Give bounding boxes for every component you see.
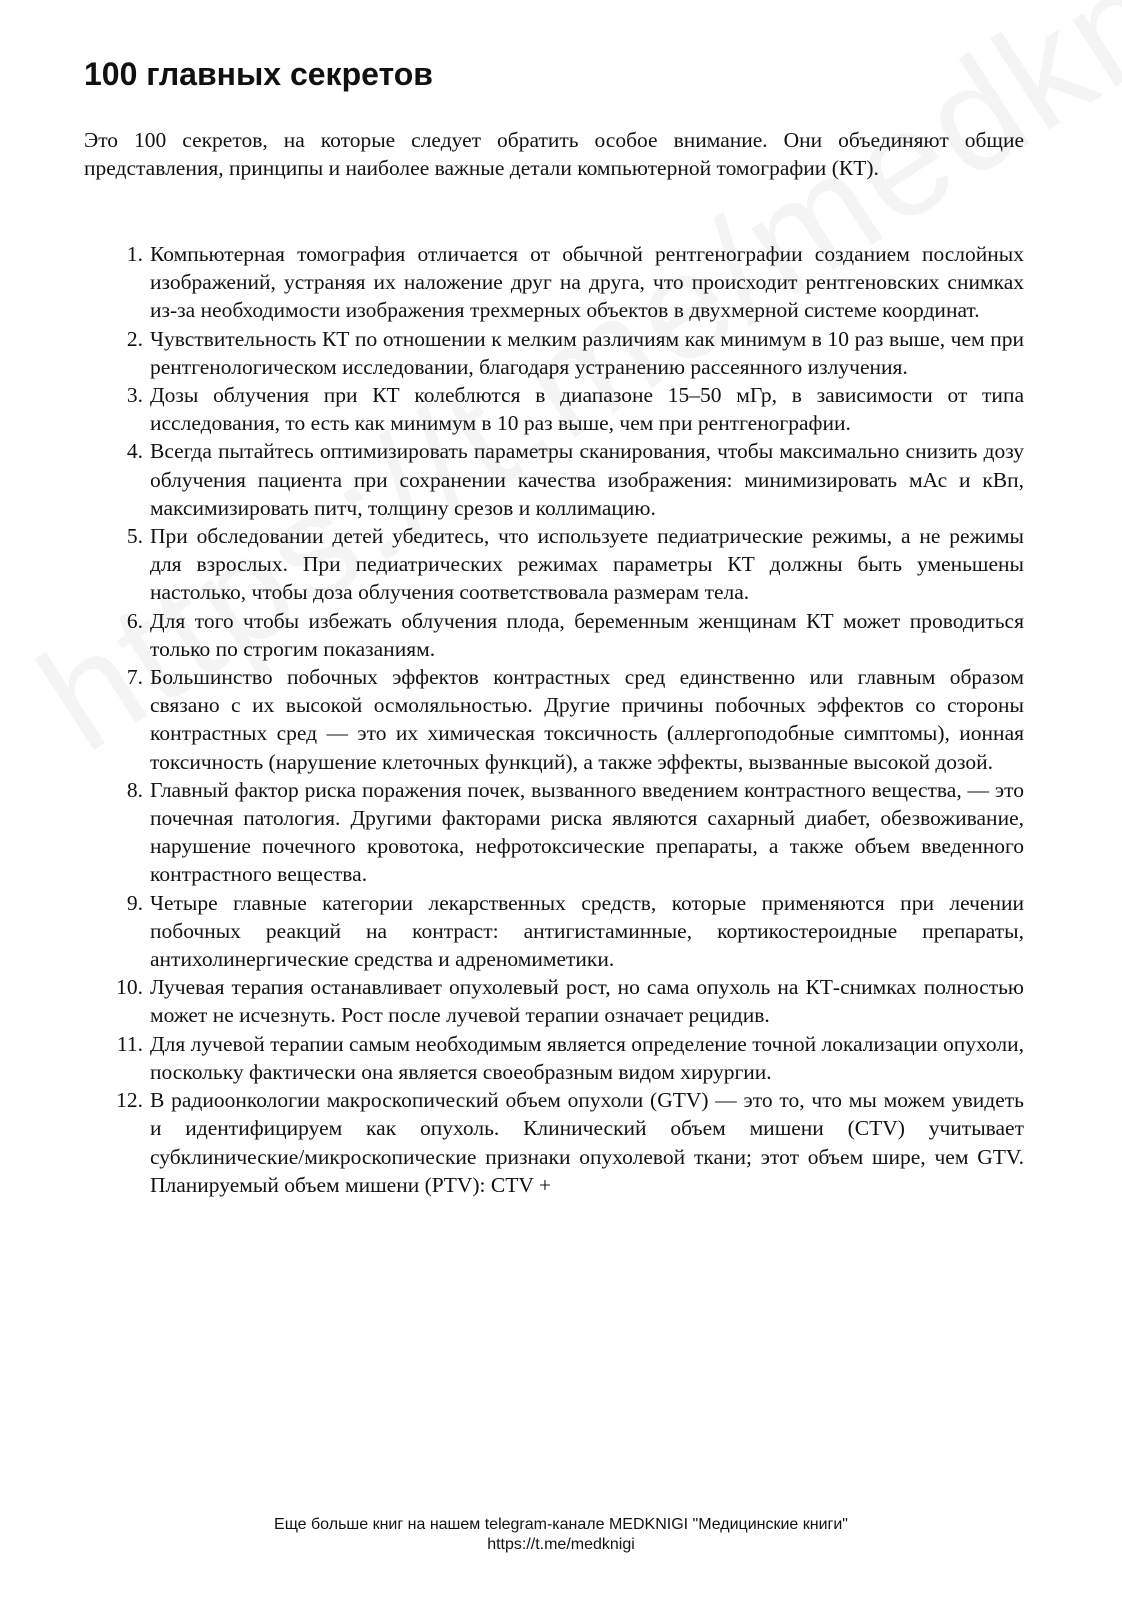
item-number: 2.	[126, 326, 143, 351]
footer-link[interactable]: https://t.me/medknigi	[487, 1536, 635, 1553]
item-text: Лучевая терапия останавливает опухолевый рост, но сама опухоль на КТ-снимках полностью может не исчезнуть. Рост после лучевой терапии означает рецидив.	[150, 975, 1024, 1028]
item-text: Компьютерная томография отличается от обычной рентгенографии созданием послойных изображений, устраняя их наложение друг на друга, что происходит рентгеновских снимках из-за необходимости изображения трехмерных объектов в двухмерной системе координат.	[150, 242, 1024, 323]
item-text: Четыре главные категории лекарственных средств, которые применяются при лечении побочных реакций на контраст: антигистаминные, кортикостероидные препараты, антихолинергические средства и адреномиметики.	[150, 890, 1024, 972]
item-text: Для того чтобы избежать облучения плода, беременным женщинам КТ может проводиться только по строгим показаниям.	[150, 608, 1024, 661]
list-item	[84, 325, 1024, 381]
item-number: 4.	[126, 439, 143, 464]
item-number: 1.	[126, 242, 143, 266]
item-text: Всегда пытайтесь оптимизировать параметры сканирования, чтобы максимально снизить дозу облучения пациента при сохранении качества изображения: минимизировать мАс и кВп, максимизировать питч, толщину срезов и коллимацию.	[150, 439, 1024, 520]
item-number: 10.	[116, 975, 143, 1000]
item-text: Большинство побочных эффектов контрастных сред единственно или главным образом связано с их высокой осмоляльностью. Другие причины побочных эффектов со стороны контрастных сред — это их химическая токсичность (аллергоподобные симптомы), ионная токсичность (нарушение клеточных функций), а также эффекты, вызванные высокой дозой.	[150, 665, 1024, 774]
intro-paragraph: Это 100 секретов, на которые следует обратить особое внимание. Они объединяют общие представления, принципы и наиболее важные детали компьютерной томографии (КТ).	[84, 128, 1024, 180]
item-text: Дозы облучения при КТ колеблются в диапазоне 15–50 мГр, в зависимости от типа исследования, то есть как минимум в 10 раз выше, чем при рентгенографии.	[150, 383, 1024, 436]
list-item	[84, 1030, 1024, 1086]
item-number: 7.	[126, 665, 143, 690]
item-number: 3.	[126, 383, 143, 408]
list-item	[84, 607, 1024, 663]
item-number: 5.	[126, 524, 143, 549]
list-item	[84, 1086, 1024, 1199]
item-text: Главный фактор риска поражения почек, вызванного введением контрастного вещества, — это почечная патология. Другими факторами риска являются сахарный диабет, обезвоживание, нарушение почечного кровотока, нефротоксические препараты, а также объем введенного контрастного вещества.	[150, 777, 1024, 887]
list-item	[84, 522, 1024, 607]
list-item	[84, 889, 1024, 974]
item-number: 8.	[126, 777, 143, 802]
item-number: 11.	[116, 1031, 143, 1056]
item-text: При обследовании детей убедитесь, что используете педиатрические режимы, а не режимы для взрослых. При педиатрических режимах параметры КТ должны быть уменьшены настолько, чтобы доза облучения соответствовала размерам тела.	[150, 524, 1024, 605]
list-item	[84, 663, 1024, 776]
list-item	[84, 437, 1024, 522]
secrets-list	[84, 240, 1024, 1199]
list-item	[84, 776, 1024, 889]
item-number: 12.	[116, 1088, 143, 1113]
item-text: Для лучевой терапии самым необходимым является определение точной локализации опухоли, поскольку фактически она является своеобразным видом хирургии.	[150, 1031, 1024, 1084]
page-title: 100 главных секретов	[84, 56, 433, 92]
list-item	[84, 973, 1024, 1029]
list-item	[84, 381, 1024, 437]
footer	[0, 1515, 1122, 1555]
list-item	[84, 240, 1024, 325]
item-text: Чувствительность КТ по отношении к мелким различиям как минимум в 10 раз выше, чем при рентгенологическом исследовании, благодаря устранению рассеянного излучения.	[150, 326, 1024, 379]
item-text: В радиоонкологии макроскопический объем опухоли (GTV) — это то, что мы можем увидеть и идентифицируем как опухоль. Клинический объем мишени (CTV) учитывает субклинические/микроскопические признаки опухолевой ткани; этот объем шире, чем GTV. Планируемый объем мишени (PTV): CTV +	[150, 1088, 1024, 1197]
footer-line: Еще больше книг на нашем telegram-канале MEDKNIGI "Медицинские книги"	[274, 1516, 848, 1533]
item-number: 9.	[126, 890, 143, 915]
item-number: 6.	[126, 608, 143, 633]
